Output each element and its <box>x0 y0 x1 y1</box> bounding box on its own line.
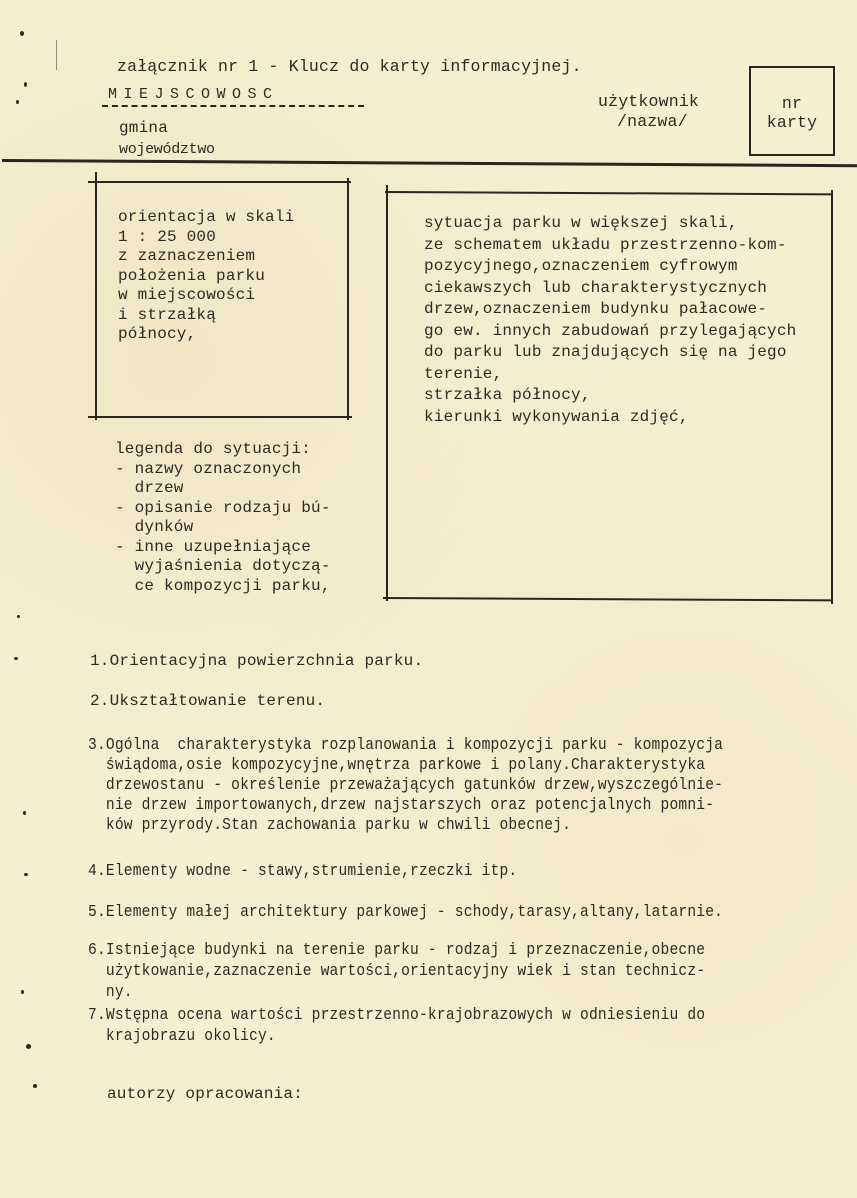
item-5: 5.Elementy małej architektury parkowej - schody,tarasy,altany,latarnie. <box>88 903 724 922</box>
legend-title: legenda do sytuacji: <box>115 440 312 458</box>
item-7-line: krajobrazu okolicy. <box>88 1027 276 1046</box>
item-3-line: nie drzew importowanych,drzew najstarszych oraz potencjalnych pomni- <box>88 796 715 815</box>
legend-line: dynków <box>115 518 194 536</box>
right-box-line: ze schematem układu przestrzenno-kom- <box>424 235 787 254</box>
right-box-line: pozycyjnego,oznaczeniem cyfrowym <box>424 257 738 275</box>
item-1: 1.Orientacyjna powierzchnia parku. <box>90 652 424 670</box>
margin-mark <box>24 82 27 87</box>
legend-line: drzew <box>115 479 184 497</box>
margin-mark <box>24 873 28 876</box>
item-6-line: użytkowanie,zaznaczenie wartości,orientacyjny wiek i stan technicz- <box>88 962 706 981</box>
margin-mark <box>23 811 26 815</box>
legend <box>115 440 331 596</box>
left-box-bottom-border <box>88 416 352 418</box>
right-box-line: strzałka północy, <box>424 386 591 404</box>
header-divider <box>2 159 857 167</box>
margin-mark <box>56 40 57 70</box>
right-box-line: drzew,oznaczeniem budynku pałacowe- <box>424 300 768 318</box>
item-7-line: 7.Wstępna ocena wartości przestrzenno-krajobrazowych w odniesieniu do <box>88 1006 706 1025</box>
legend-line: - nazwy oznaczonych <box>115 459 302 478</box>
legend-line: - inne uzupełniające <box>115 537 312 556</box>
item-7 <box>88 1005 705 1047</box>
left-box-line: położenia parku <box>118 266 266 285</box>
locality-underline <box>102 105 364 107</box>
item-3-line: 3.Ogólna charakterystyka rozplanowania i kompozycji parku - kompozycja <box>88 736 724 755</box>
legend-line: - opisanie rodzaju bú- <box>115 498 331 517</box>
margin-mark <box>26 1044 31 1049</box>
right-box-line: ciekawszych lub charakterystycznych <box>424 278 768 297</box>
margin-mark <box>14 657 18 660</box>
right-box-left-border <box>386 185 388 601</box>
item-6-line: 6.Istniejące budynki na terenie parku - rodzaj i przeznaczenie,obecne <box>88 941 706 960</box>
item-3-line: świądoma,osie kompozycyjne,wnętrza parkowe i polany.Charakterystyka <box>88 756 706 775</box>
right-box-line: do parku lub znajdujących się na jego <box>424 343 787 361</box>
left-box-line: północy, <box>118 325 197 343</box>
left-box-text <box>118 208 294 345</box>
voivodeship-label: województwo <box>119 141 215 158</box>
item-3 <box>88 736 723 836</box>
margin-mark <box>20 31 24 36</box>
right-box-top-border <box>385 191 832 195</box>
card-number-box <box>749 66 835 156</box>
municipality-label: gmina <box>119 119 169 137</box>
legend-line: ce kompozycji parku, <box>115 576 331 595</box>
right-box-line: terenie, <box>424 364 503 383</box>
right-box-bottom-border <box>383 597 833 601</box>
left-box-line: i strzałką <box>118 305 217 324</box>
margin-mark <box>16 100 19 104</box>
card-number-label-line1: nr <box>781 94 803 113</box>
left-box-line: orientacja w skali <box>118 208 295 226</box>
margin-mark <box>17 615 20 618</box>
margin-mark <box>21 990 24 994</box>
item-6 <box>88 940 705 1003</box>
item-3-line: drzewostanu - określenie przeważających gatunków drzew,wyszczególnie- <box>88 776 724 795</box>
margin-mark <box>33 1084 37 1088</box>
right-box-line: sytuacja parku w większej skali, <box>424 214 738 232</box>
item-2: 2.Ukształtowanie terenu. <box>90 692 326 710</box>
right-box-right-border <box>831 190 833 604</box>
locality-label: MIEJSCOWOSC <box>108 86 279 103</box>
left-box-top-border <box>88 181 351 183</box>
right-box-text <box>424 213 796 428</box>
left-box-left-border <box>95 172 97 420</box>
right-box-line: kierunki wykonywania zdjęć, <box>424 407 689 426</box>
user-sublabel: /nazwa/ <box>617 112 688 131</box>
item-4: 4.Elementy wodne - stawy,strumienie,rzeczki itp. <box>88 862 518 881</box>
item-6-line: ny. <box>88 983 133 1002</box>
left-box-right-border <box>347 178 349 420</box>
document-title: załącznik nr 1 - Klucz do karty informacyjnej. <box>117 57 582 76</box>
left-box-line: w miejscowości <box>118 286 256 304</box>
left-box-line: z zaznaczeniem <box>118 247 256 265</box>
card-number-label-line2: karty <box>766 113 818 132</box>
right-box-line: go ew. innych zabudowań przylegających <box>424 321 797 340</box>
left-box-line: 1 : 25 000 <box>118 227 217 246</box>
user-label: użytkownik <box>598 92 700 111</box>
item-3-line: ków przyrody.Stan zachowania parku w chwili obecnej. <box>88 816 572 835</box>
legend-line: wyjaśnienia dotyczą- <box>115 557 331 575</box>
authors-label: autorzy opracowania: <box>107 1085 304 1103</box>
